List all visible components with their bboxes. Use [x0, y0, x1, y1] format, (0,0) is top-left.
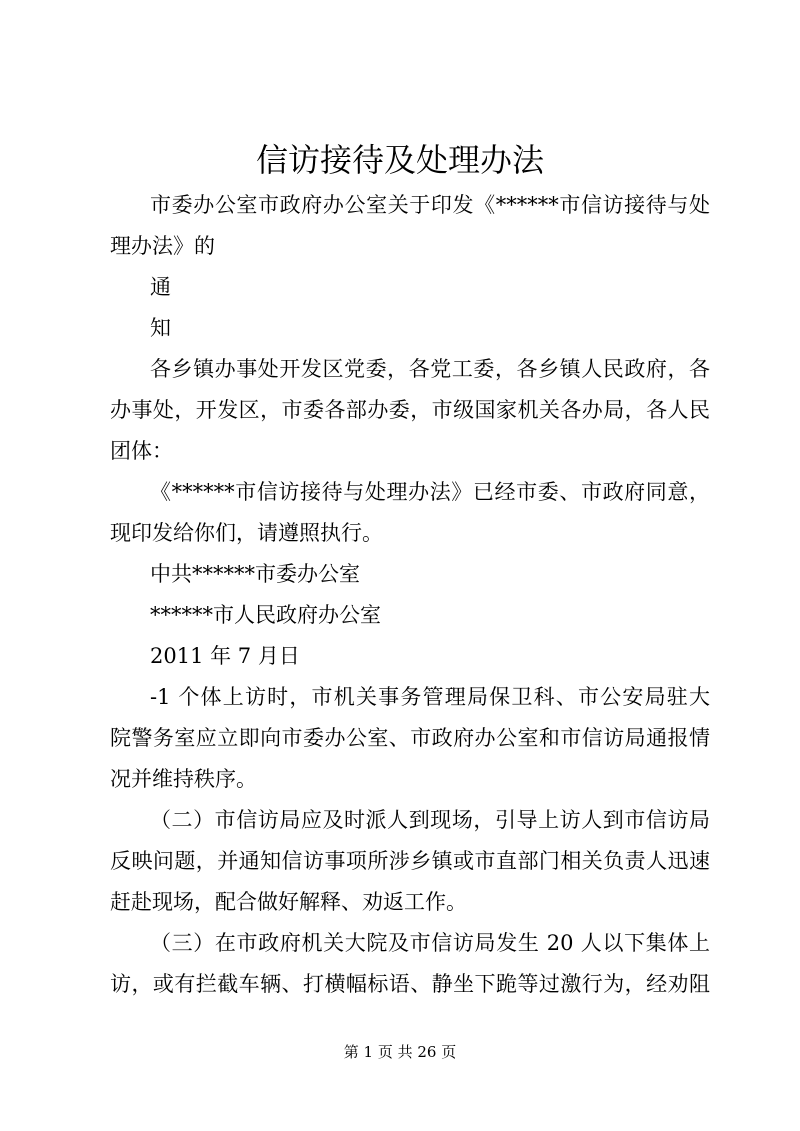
paragraph-line: 访，或有拦截车辆、打横幅标语、静坐下跪等过激行为，经劝阻 — [110, 972, 710, 996]
page-footer: 第 1 页 共 26 页 — [343, 1043, 457, 1061]
paragraph-line: 市委办公室市政府办公室关于印发《******市信访接待与处 — [150, 193, 710, 217]
signature-line: 中共******市委办公室 — [150, 562, 360, 586]
paragraph-line: 办事处，开发区，市委各部办委，市级国家机关各办局，各人民 — [110, 398, 710, 422]
paragraph-line: 理办法》的 — [110, 234, 215, 258]
date-line: 2011 年 7 月日 — [150, 644, 300, 668]
paragraph-line: 各乡镇办事处开发区党委，各党工委，各乡镇人民政府，各 — [150, 357, 710, 381]
page-title: 信访接待及处理办法 — [255, 141, 544, 179]
paragraph-line: （三）在市政府机关大院及市信访局发生 20 人以下集体上 — [150, 931, 710, 955]
paragraph-line: （二）市信访局应及时派人到现场，引导上访人到市信访局 — [150, 808, 710, 832]
paragraph-line: 《******市信访接待与处理办法》已经市委、市政府同意， — [150, 480, 710, 504]
paragraph-line: 知 — [150, 316, 171, 340]
paragraph-line: 反映问题，并通知信访事项所涉乡镇或市直部门相关负责人迅速 — [110, 849, 710, 873]
paragraph-line: 赶赴现场，配合做好解释、劝返工作。 — [110, 890, 467, 914]
paragraph-line: -1 个体上访时，市机关事务管理局保卫科、市公安局驻大 — [150, 685, 710, 709]
paragraph-line: 现印发给你们，请遵照执行。 — [110, 521, 383, 545]
paragraph-line: 通 — [150, 275, 171, 299]
paragraph-line: 团体： — [110, 439, 173, 463]
signature-line: ******市人民政府办公室 — [150, 603, 381, 627]
paragraph-line: 况并维持秩序。 — [110, 767, 257, 791]
paragraph-line: 院警务室应立即向市委办公室、市政府办公室和市信访局通报情 — [110, 726, 710, 750]
